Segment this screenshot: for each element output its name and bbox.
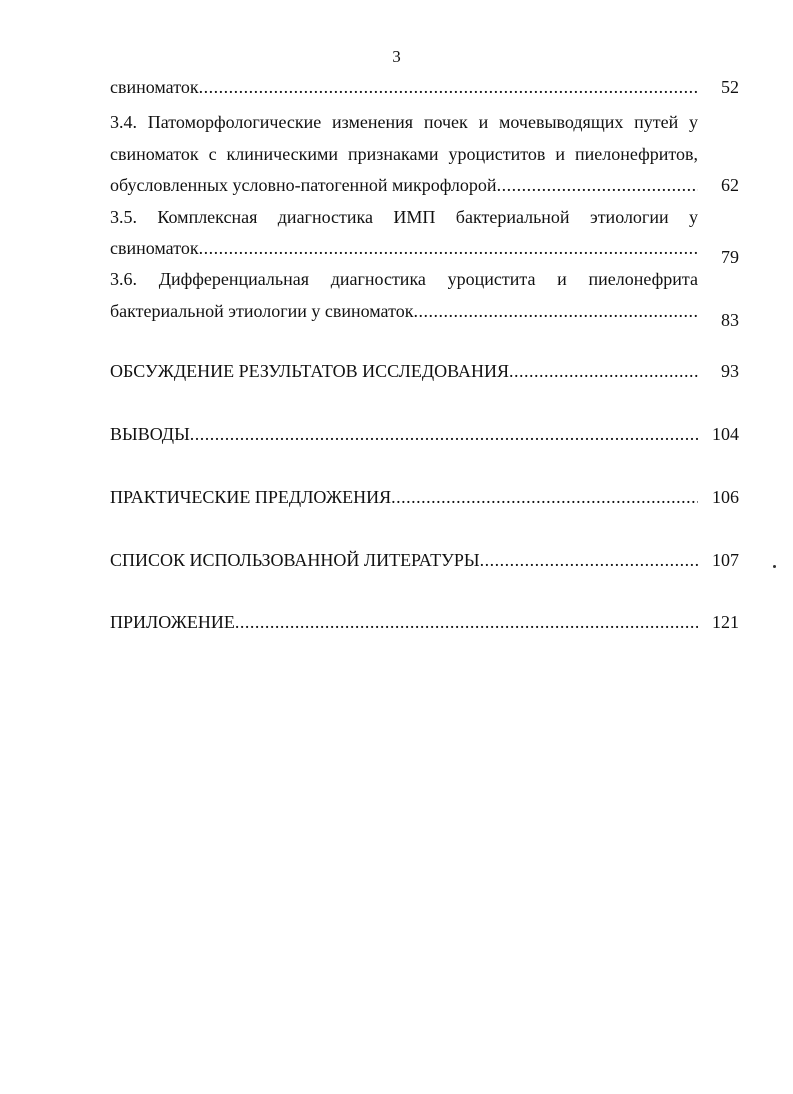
toc-entry-3-4-line-3[interactable] — [110, 174, 698, 196]
toc-entry-text: свиноматок — [110, 77, 199, 97]
toc-page-number: 93 — [721, 361, 739, 381]
toc-entry-text: свиноматок — [110, 238, 199, 258]
toc-entry-text: обусловленных условно-патогенной микрофлорой — [110, 175, 497, 195]
toc-page-number: 121 — [712, 612, 739, 632]
toc-entry-text: ПРАКТИЧЕСКИЕ ПРЕДЛОЖЕНИЯ — [110, 487, 392, 507]
toc-entry-3-5-line-1[interactable]: 3.5. Комплексная диагностика ИМП бактериальной этиологии у — [110, 207, 698, 227]
toc-entry-text: СПИСОК ИСПОЛЬЗОВАННОЙ ЛИТЕРАТУРЫ — [110, 550, 480, 570]
toc-page-number: 104 — [712, 424, 739, 444]
toc-entry-3-6-line-2[interactable] — [110, 300, 698, 322]
dot-leader — [480, 549, 698, 571]
toc-page-number: 79 — [721, 247, 739, 267]
toc-entry-practical-proposals[interactable] — [110, 486, 698, 508]
dot-leader — [235, 611, 698, 633]
dot-leader — [509, 360, 698, 382]
dot-leader — [391, 486, 698, 508]
dot-leader — [497, 174, 698, 196]
toc-entry-text: ПРИЛОЖЕНИЕ — [110, 612, 235, 632]
toc-entry-text: ОБСУЖДЕНИЕ РЕЗУЛЬТАТОВ ИССЛЕДОВАНИЯ — [110, 361, 510, 381]
toc-entry-3-6-line-1[interactable]: 3.6. Дифференциальная диагностика уроцистита и пиелонефрита — [110, 269, 698, 289]
toc-entry-conclusions[interactable] — [110, 423, 698, 445]
toc-entry-text: бактериальной этиологии у свиноматок — [110, 301, 414, 321]
toc-page-number: 107 — [712, 550, 739, 570]
toc-entry-continuation[interactable] — [110, 76, 698, 98]
toc-entry-appendix[interactable] — [110, 611, 698, 633]
dot-leader — [199, 76, 698, 98]
dot-leader — [199, 237, 698, 259]
toc-page-number: 62 — [721, 175, 739, 195]
toc-entry-3-5-line-2[interactable] — [110, 237, 698, 259]
dot-leader — [190, 423, 698, 445]
scan-speck — [773, 565, 776, 568]
dot-leader — [413, 300, 698, 322]
toc-entry-discussion[interactable] — [110, 360, 698, 382]
toc-entry-3-4-line-2[interactable]: свиноматок с клиническими признаками уроциститов и пиелонефритов, — [110, 144, 698, 164]
toc-entry-references[interactable] — [110, 549, 698, 571]
toc-page-number: 52 — [721, 77, 739, 97]
toc-page-number: 83 — [721, 310, 739, 330]
toc-entry-3-4-line-1[interactable]: 3.4. Патоморфологические изменения почек и мочевыводящих путей у — [110, 112, 698, 132]
page-number: 3 — [392, 47, 401, 66]
toc-entry-text: ВЫВОДЫ — [110, 424, 190, 444]
toc-page-number: 106 — [712, 487, 739, 507]
